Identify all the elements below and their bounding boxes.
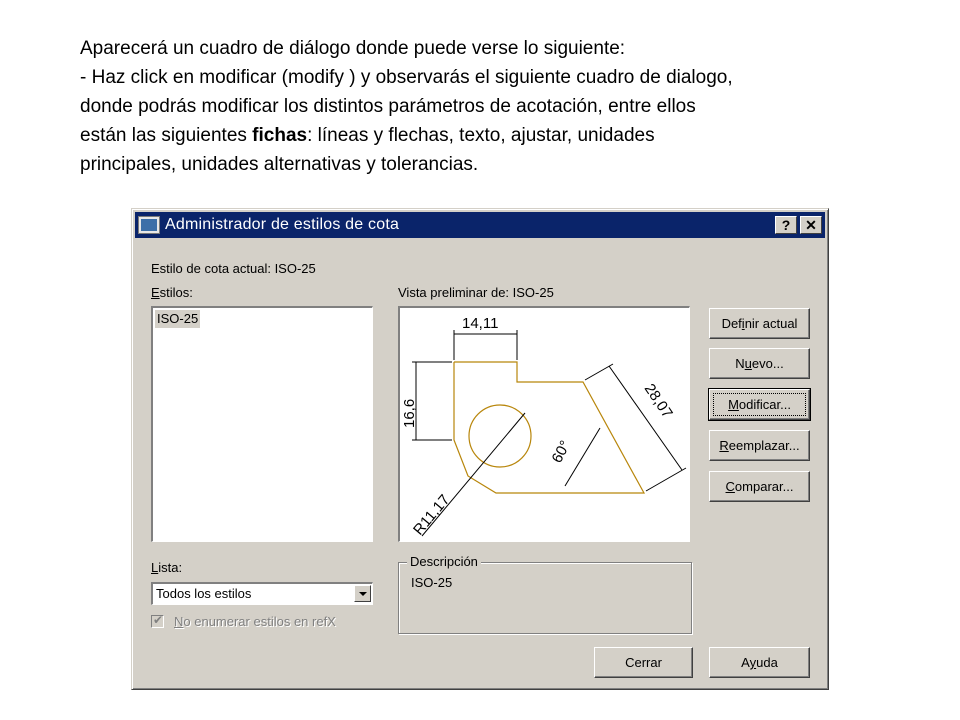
dim-text-radius: R11,17 [410,491,454,539]
help-button[interactable]: Ayuda [709,647,810,678]
checkmark-icon: ✔ [153,613,164,627]
styles-label: Estilos: [151,285,193,300]
current-style-label: Estilo de cota actual: ISO-25 [151,261,316,276]
xref-checkbox-label: No enumerar estilos en refX [174,614,336,629]
styles-listbox[interactable] [151,306,373,542]
description-value: ISO-25 [411,575,453,590]
instruction-line: Aparecerá un cuadro de diálogo donde puede verse lo siguiente: [80,38,626,59]
close-title-button[interactable]: ✕ [800,216,822,234]
compare-button[interactable]: Comparar... [709,471,810,502]
dropdown-arrow-button[interactable] [354,585,371,602]
dialog-titlebar[interactable] [135,212,825,238]
list-label: Lista: [151,560,183,575]
instruction-line: - Haz click en modificar (modify ) y observarás el siguiente cuadro de dialogo, [80,67,733,88]
dimension-style-manager-dialog [131,208,829,690]
xref-checkbox[interactable] [151,615,164,628]
instruction-bold-term: fichas [252,125,308,146]
set-current-button[interactable]: Definir actual [709,308,810,339]
instruction-text-part: : líneas y flechas, texto, ajustar, unidades [307,125,655,146]
instruction-line: principales, unidades alternativas y tolerancias. [80,154,479,175]
style-preview-panel [398,306,690,542]
dialog-title: Administrador de estilos de cota [165,216,400,233]
instruction-text-part: están las siguientes [80,125,253,146]
chevron-down-icon [359,592,367,596]
dim-ext-line [646,468,686,491]
description-label: Descripción [407,554,481,569]
instruction-line: donde podrás modificar los distintos parámetros de acotación, entre ellos [80,96,696,117]
new-button[interactable]: Nuevo... [709,348,810,379]
dim-line [609,366,682,470]
preview-label: Vista preliminar de: ISO-25 [398,285,554,300]
replace-button[interactable]: Reemplazar... [709,430,810,461]
modify-button[interactable]: Modificar... [709,389,810,420]
close-button[interactable]: Cerrar [594,647,693,678]
dim-text-angle: 60° [548,437,575,466]
preview-drawing [400,308,690,542]
instruction-text [80,34,930,179]
dropdown-value: Todos los estilos [156,586,252,601]
list-filter-dropdown[interactable] [151,582,373,605]
part-hole [469,405,531,467]
angle-arc [565,428,600,486]
dim-text-aligned: 28,07 [640,380,676,422]
app-icon [138,216,160,234]
dim-text-vertical: 16,6 [401,398,418,428]
dim-text-horizontal: 14,11 [462,315,499,332]
help-title-button[interactable]: ? [775,216,797,234]
part-outline [454,362,644,493]
description-groupbox [398,554,692,634]
list-item[interactable]: ISO-25 [157,311,199,326]
instruction-line [80,121,930,150]
